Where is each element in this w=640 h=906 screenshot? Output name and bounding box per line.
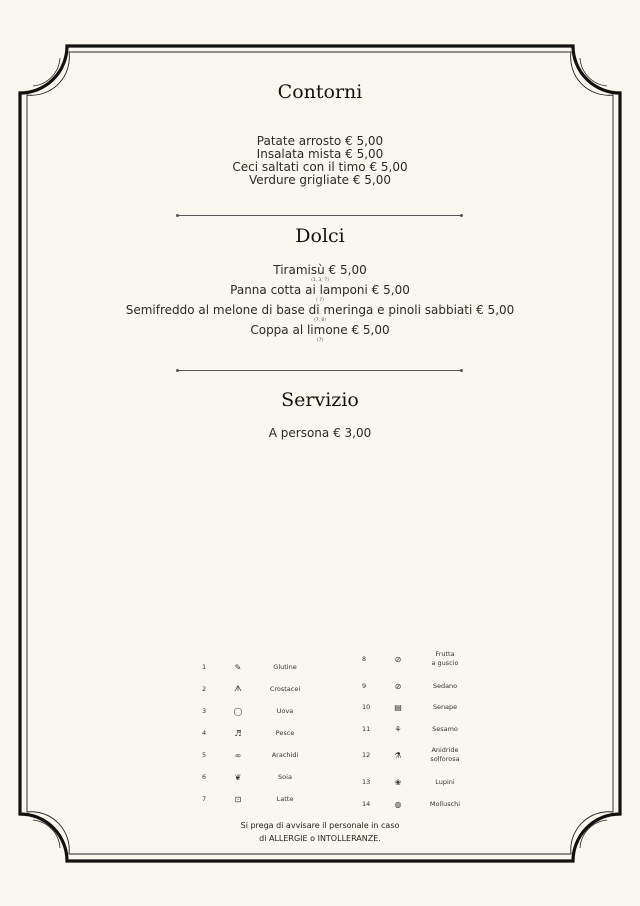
crustacean-icon: ᗑ (234, 684, 242, 693)
legend-row-senape (362, 697, 480, 717)
menu-item: Panna cotta ai lamponi € 5,00 (230, 283, 410, 297)
menu-item: Insalata mista € 5,00 (256, 147, 384, 161)
legend-row-arachidi (202, 745, 320, 765)
sesame-icon: ⚘ (394, 724, 402, 734)
sulphite-icon: ⚗ (394, 750, 402, 760)
mollusc-icon: ◍ (394, 799, 402, 809)
peanut-icon: ∞ (234, 750, 242, 760)
servizio-list (0, 427, 640, 440)
allergy-note-line: Si prega di avvisare il personale in caso (240, 821, 400, 830)
legend-label: Anidride solforosa (430, 746, 460, 763)
menu-item: Semifreddo al melone di base di meringa e pinoli sabbiati € 5,00 (125, 303, 515, 317)
legend-row-uova (202, 701, 320, 721)
legend-label: Senape (432, 702, 458, 711)
legend-number: 10 (362, 703, 371, 711)
legend-row-pesce (202, 723, 320, 743)
legend-label: Latte (276, 794, 294, 803)
legend-label: Lupini (435, 777, 455, 786)
nut-icon: ⊘ (394, 654, 402, 664)
menu-item: Tiramisù € 5,00 (273, 263, 367, 277)
section-title-dolci: Dolci (295, 225, 345, 247)
section-title-servizio: Servizio (281, 389, 359, 411)
soy-icon: ❦ (234, 772, 242, 782)
legend-number: 7 (202, 795, 207, 803)
legend-label: Pesce (275, 728, 295, 737)
legend-number: 3 (202, 707, 207, 715)
legend-number: 13 (362, 778, 371, 786)
legend-label: Arachidi (271, 750, 299, 759)
legend-label: Soia (278, 772, 292, 781)
legend-label: Frutta a guscio (431, 650, 459, 667)
legend-row-anidride-solforosa (362, 745, 480, 765)
legend-label: Uova (276, 706, 294, 715)
menu-item: Coppa al limone € 5,00 (250, 323, 390, 337)
egg-icon: ◯ (233, 706, 243, 716)
menu-item: Ceci saltati con il timo € 5,00 (232, 160, 408, 174)
section-divider (177, 215, 462, 216)
legend-number: 2 (202, 685, 207, 693)
legend-number: 4 (202, 729, 207, 737)
legend-row-frutta-a-guscio (362, 649, 480, 669)
milk-icon: ⊡ (234, 794, 242, 804)
allergen-codes: (7) (316, 338, 324, 343)
menu-item: Verdure grigliate € 5,00 (248, 173, 392, 187)
legend-row-latte (202, 789, 320, 809)
legend-label: Sesamo (432, 724, 458, 733)
allergy-note-line: di ALLERGIE o INTOLLERANZE. (259, 834, 381, 843)
legend-number: 14 (362, 800, 371, 808)
legend-number: 12 (362, 751, 371, 759)
legend-row-sesamo (362, 719, 480, 739)
allergen-codes: (1, 3, 7) (311, 278, 329, 283)
legend-row-sedano (362, 676, 480, 696)
legend-number: 5 (202, 751, 207, 759)
legend-number: 11 (362, 725, 371, 733)
menu-item: A persona € 3,00 (268, 426, 372, 440)
legend-number: 8 (362, 655, 367, 663)
legend-row-glutine (202, 657, 320, 677)
menu-item: Patate arrosto € 5,00 (256, 134, 384, 148)
section-title-contorni: Contorni (277, 81, 363, 103)
legend-number: 1 (202, 663, 207, 671)
legend-label: Sedano (432, 681, 458, 690)
legend-row-lupini (362, 772, 480, 792)
allergy-note (0, 819, 640, 845)
celery-icon: ⊘ (394, 681, 402, 691)
contorni-list (0, 135, 640, 187)
legend-row-soia (202, 767, 320, 787)
legend-label: Molluschi (429, 799, 461, 808)
mustard-icon: ▤ (394, 702, 402, 712)
allergen-codes: (7, 8) (313, 318, 327, 323)
legend-label: Crostacei (269, 684, 301, 693)
allergen-codes: ( 7) (316, 298, 324, 303)
legend-number: 6 (202, 773, 207, 781)
wheat-icon: ✎ (234, 662, 242, 672)
lupin-icon: ❀ (394, 777, 402, 787)
section-divider (177, 370, 462, 371)
legend-label: Glutine (273, 662, 297, 671)
legend-row-crostacei (202, 679, 320, 699)
legend-number: 9 (362, 682, 367, 690)
legend-row-molluschi (362, 794, 480, 814)
fish-icon: ♬ (234, 728, 242, 738)
dolci-list (0, 264, 640, 344)
